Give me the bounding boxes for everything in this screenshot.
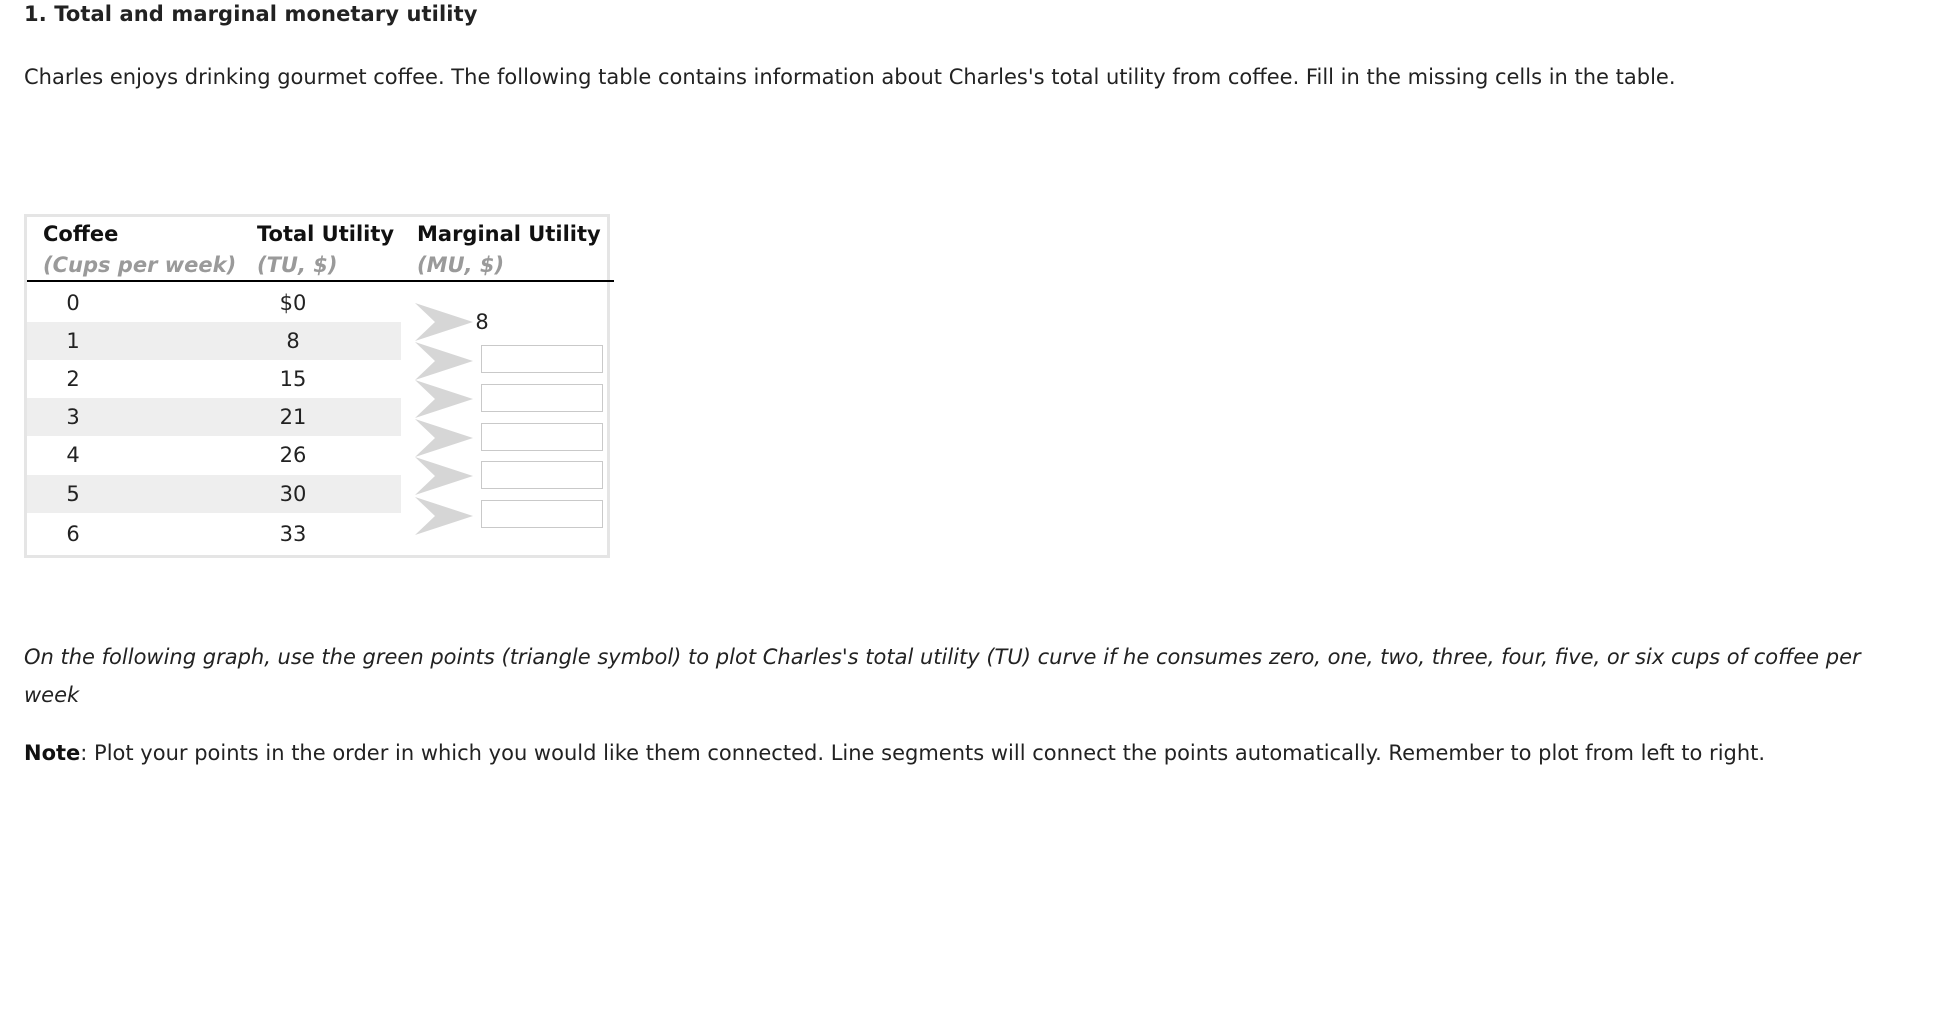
header-coffee-label: Coffee bbox=[43, 222, 119, 246]
chevron-right-icon bbox=[415, 342, 473, 380]
quantity-cell: 0 bbox=[66, 291, 80, 315]
quantity-cell: 2 bbox=[66, 367, 80, 391]
table-row bbox=[27, 322, 401, 360]
chevron-right-icon bbox=[415, 419, 473, 457]
total-utility-cell: 8 bbox=[286, 329, 300, 353]
quantity-cell: 5 bbox=[66, 482, 80, 506]
total-utility-cell: 15 bbox=[279, 367, 307, 391]
marginal-utility-input-2[interactable] bbox=[481, 345, 603, 373]
table-row bbox=[27, 360, 401, 398]
table-row bbox=[27, 284, 401, 322]
question-title: 1. Total and marginal monetary utility bbox=[24, 2, 478, 26]
note-label: Note bbox=[24, 741, 81, 765]
note-paragraph bbox=[24, 734, 1904, 772]
marginal-utility-input-6[interactable] bbox=[481, 500, 603, 528]
quantity-cell: 1 bbox=[66, 329, 80, 353]
header-divider bbox=[27, 280, 614, 282]
graph-instructions-text: On the following graph, use the green points (triangle symbol) to plot Charles's total utility (TU) curve if he consumes zero, one, two, three, four, five, or six cups of coffee per week bbox=[24, 645, 1861, 707]
header-coffee-unit: (Cups per week) bbox=[43, 253, 237, 277]
table-row bbox=[27, 475, 401, 513]
header-mu-unit: (MU, $) bbox=[417, 253, 505, 277]
header-tu-label: Total Utility bbox=[257, 222, 395, 246]
total-utility-cell: 21 bbox=[279, 405, 307, 429]
marginal-utility-input-5[interactable] bbox=[481, 461, 603, 489]
total-utility-cell: 30 bbox=[279, 482, 307, 506]
total-utility-cell: 26 bbox=[279, 443, 307, 467]
quantity-cell: 6 bbox=[66, 522, 80, 546]
utility-table bbox=[24, 214, 610, 558]
note-body: : Plot your points in the order in which you would like them connected. Line segments will connect the points automatically. Remember to plot from left to right. bbox=[80, 741, 1766, 765]
table-row bbox=[27, 436, 401, 474]
header-marginal-utility bbox=[417, 219, 601, 281]
chevron-right-icon bbox=[415, 497, 473, 535]
marginal-utility-given: 8 bbox=[475, 310, 489, 334]
header-coffee bbox=[43, 219, 236, 281]
total-utility-cell: $0 bbox=[279, 291, 307, 315]
marginal-utility-input-3[interactable] bbox=[481, 384, 603, 412]
chevron-right-icon bbox=[415, 303, 473, 341]
table-row bbox=[27, 398, 401, 436]
table-row bbox=[27, 515, 401, 553]
intro-text bbox=[24, 58, 1904, 96]
header-total-utility bbox=[257, 219, 394, 281]
quantity-cell: 3 bbox=[66, 405, 80, 429]
header-mu-label: Marginal Utility bbox=[417, 222, 601, 246]
header-tu-unit: (TU, $) bbox=[257, 253, 338, 277]
graph-instructions bbox=[24, 638, 1914, 714]
note-text bbox=[24, 734, 1904, 772]
total-utility-cell: 33 bbox=[279, 522, 307, 546]
intro-paragraph: Charles enjoys drinking gourmet coffee. The following table contains information about Charles's total utility from coffee. Fill in the missing cells in the table. bbox=[24, 65, 1676, 89]
chevron-right-icon bbox=[415, 457, 473, 495]
marginal-utility-input-4[interactable] bbox=[481, 423, 603, 451]
chevron-right-icon bbox=[415, 380, 473, 418]
quantity-cell: 4 bbox=[66, 443, 80, 467]
